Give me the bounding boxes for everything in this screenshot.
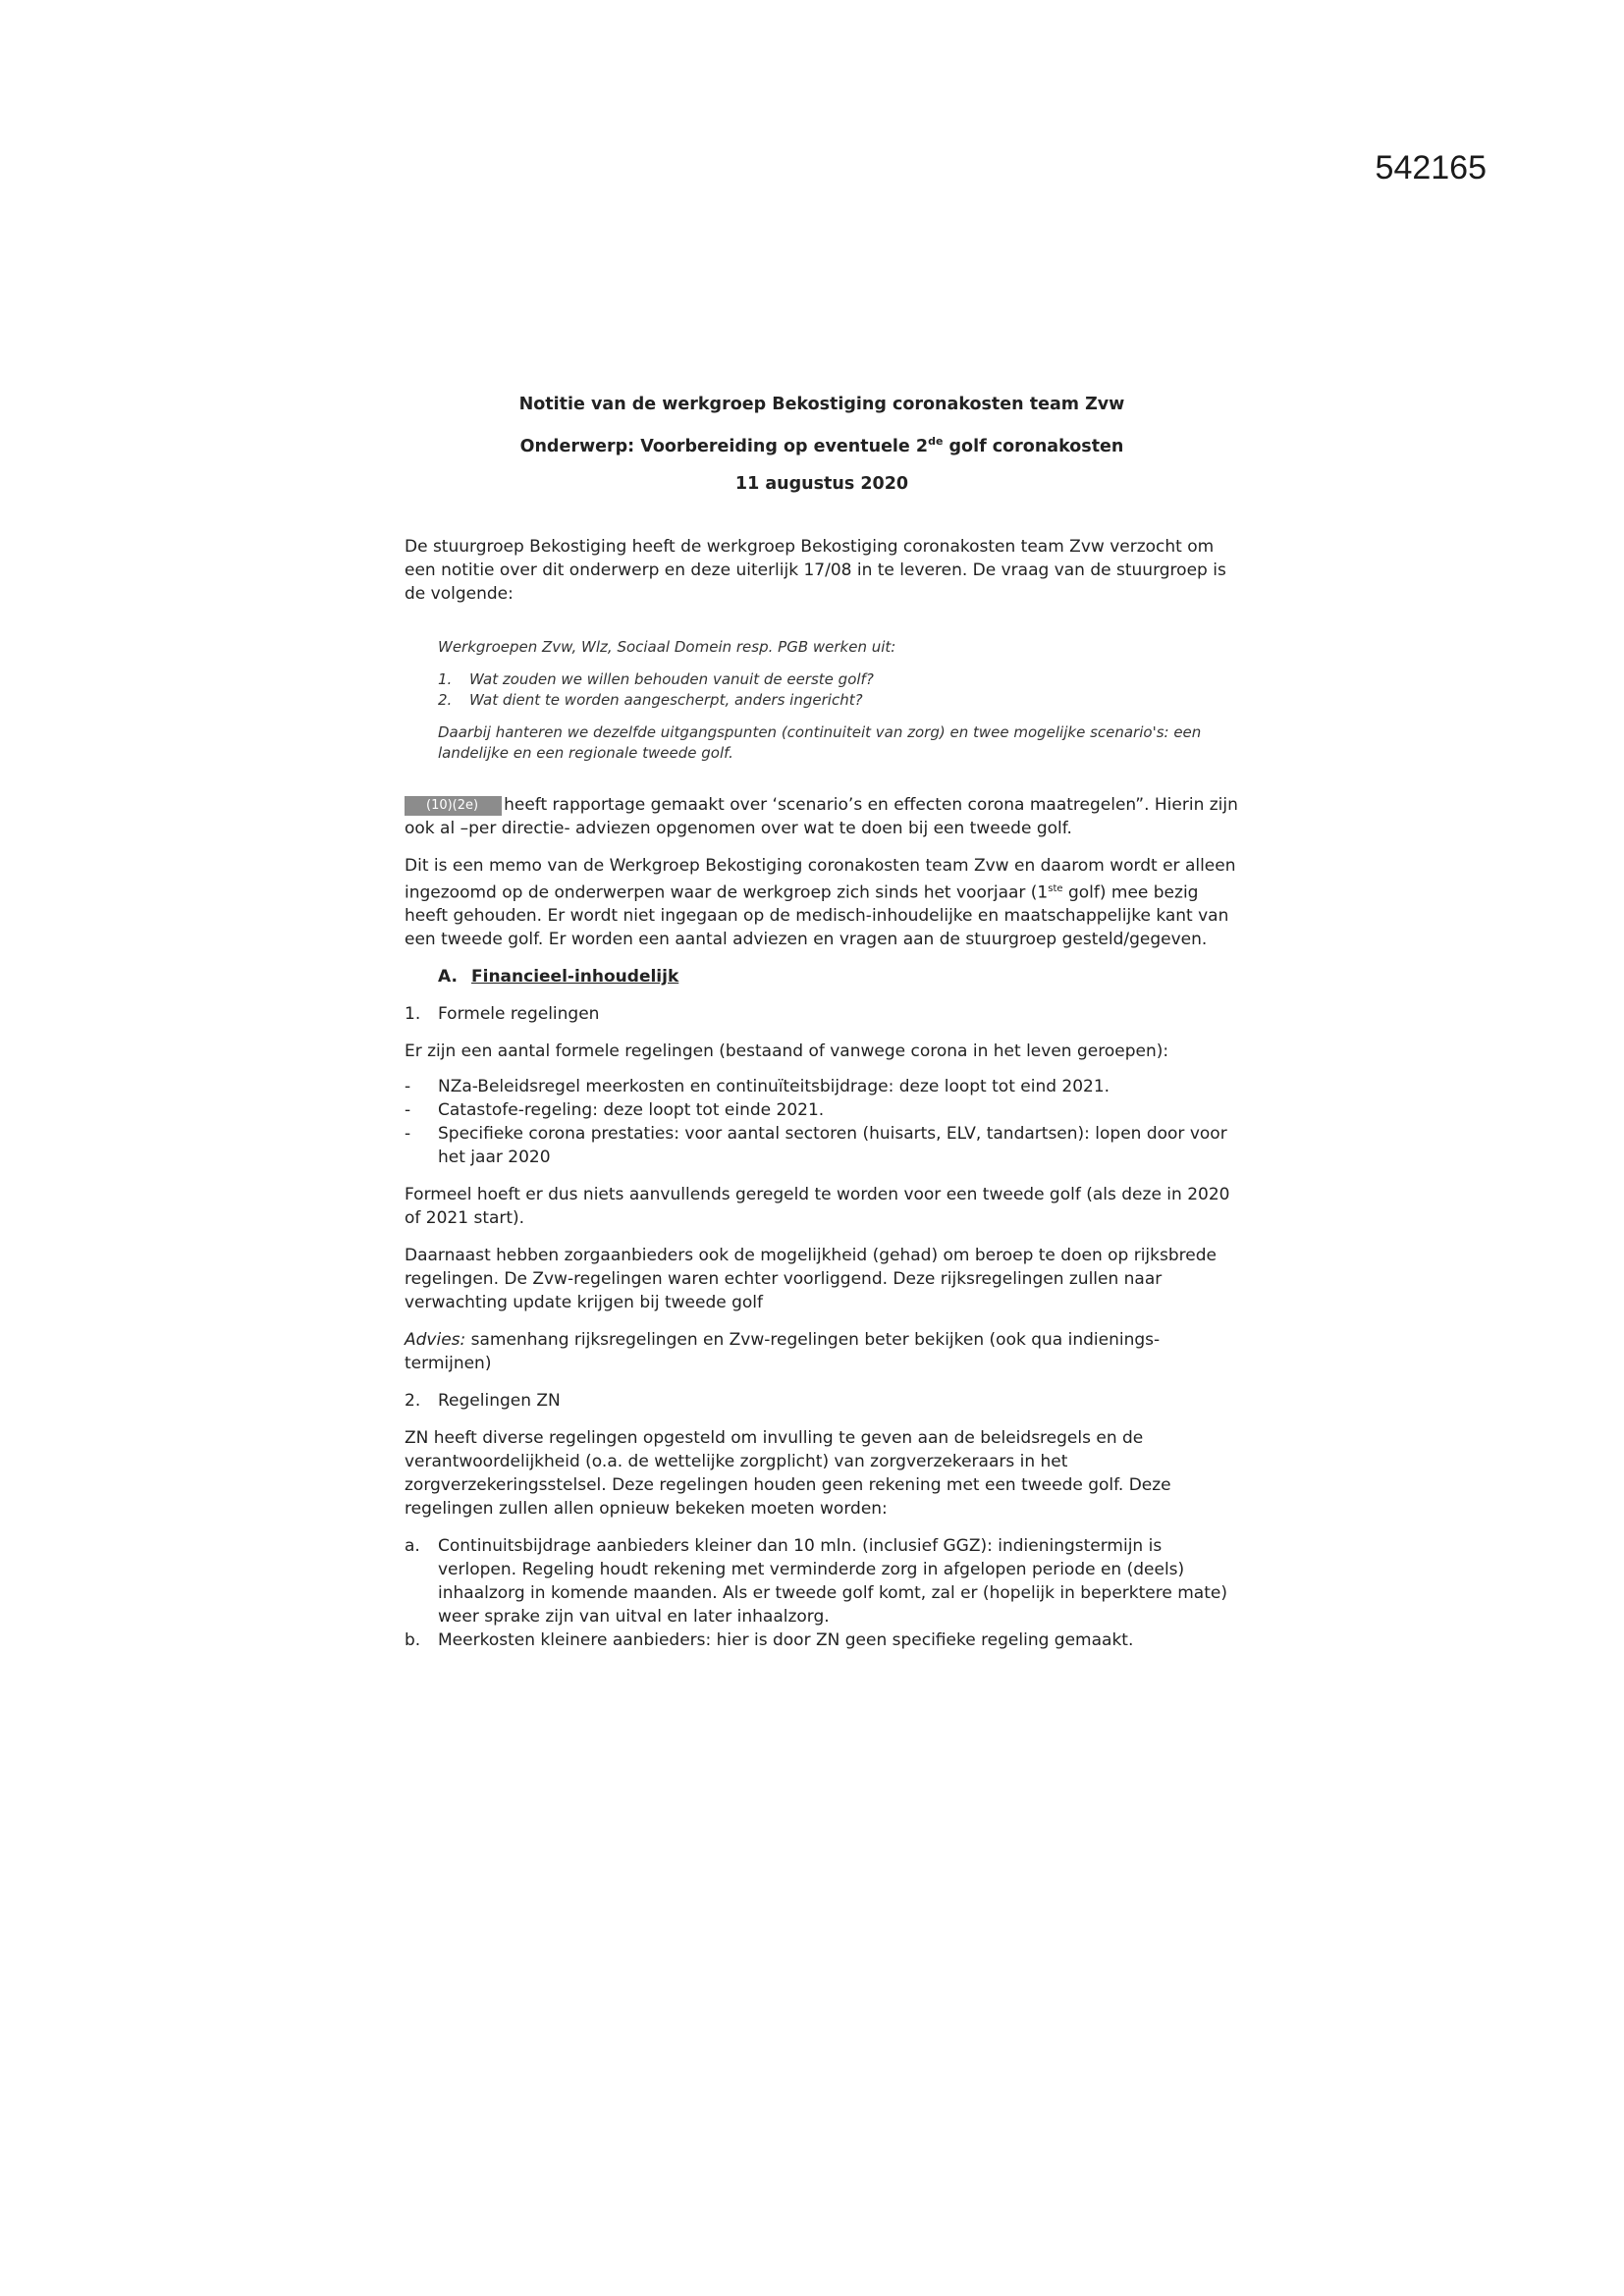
- list-item: a. Continuitsbijdrage aanbieders kleiner dan 10 mln. (inclusief GGZ): indieningstermijn is verlopen. Regeling houdt rekening met verminderde zorg in afgelopen periode en (deels) inhaalzorg in komende maanden. Als er tweede golf komt, zal er (hopelijk in beperktere mate) weer sprake zijn van uitval en later inhaalzorg.: [405, 1536, 1227, 1628]
- formele-regelingen-list: [405, 1075, 1239, 1169]
- memo-paragraph: Dit is een memo van de Werkgroep Bekostiging coronakosten team Zvw en daarom wordt er alleen ingezoomd op de onderwerpen waar de werkgroep zich sinds het voorjaar (1ste golf) mee bezig heeft gehouden. Er wordt niet ingegaan op de medisch-inhoudelijke en maatschappelijke kant van een tweede golf. Er worden een aantal adviezen en vragen aan de stuurgroep gesteld/gegeven.: [405, 855, 1236, 950]
- stuurgroep-question: [438, 637, 1239, 764]
- zn-regelingen-list: [405, 1534, 1239, 1652]
- formele-intro: Er zijn een aantal formele regelingen (bestaand of vanwege corona in het leven geroepen):: [405, 1041, 1169, 1062]
- quote-item: 1. Wat zouden we willen behouden vanuit de eerste golf?: [438, 669, 874, 688]
- memo-date: 11 augustus 2020: [734, 473, 909, 494]
- document-number: 542165: [1375, 149, 1487, 187]
- list-item: - NZa-Beleidsregel meerkosten en continuïteitsbijdrage: deze loopt tot eind 2021.: [405, 1077, 1110, 1097]
- redaction-box: (10)(2e): [405, 796, 502, 816]
- intro-paragraph: De stuurgroep Bekostiging heeft de werkgroep Bekostiging coronakosten team Zvw verzocht om een notitie over dit onderwerp en deze uiterlijk 17/08 in te leveren. De vraag van de stuurgroep is de volgende:: [405, 536, 1226, 604]
- list-item: - Specifieke corona prestaties: voor aantal sectoren (huisarts, ELV, tandartsen): lopen door voor het jaar 2020: [405, 1124, 1227, 1168]
- list-item: b. Meerkosten kleinere aanbieders: hier is door ZN geen specifieke regeling gemaakt.: [405, 1630, 1134, 1651]
- daarnaast-paragraph: Daarnaast hebben zorgaanbieders ook de mogelijkheid (gehad) om beroep te doen op rijksbrede regelingen. De Zvw-regelingen waren echter voorliggend. Deze rijksregelingen zullen naar verwachting update krijgen bij tweede golf: [405, 1246, 1217, 1313]
- zn-intro: ZN heeft diverse regelingen opgesteld om invulling te geven aan de beleidsregels en de verantwoordelijkheid (o.a. de wettelijke zorgplicht) van zorgverzekeraars in het zorgverzekeringsstelsel. Deze regelingen houden geen rekening met een tweede golf. Deze regelingen zullen allen opnieuw bekeken moeten worden:: [405, 1428, 1171, 1520]
- section-a-heading: A. Financieel-inhoudelijk: [438, 967, 679, 988]
- memo-subject: Onderwerp: Voorbereiding op eventuele 2de golf coronakosten: [519, 435, 1124, 456]
- quote-lead: Werkgroepen Zvw, Wlz, Sociaal Domein resp. PGB werken uit:: [438, 637, 896, 656]
- subsection-2-heading: 2. Regelingen ZN: [405, 1391, 561, 1412]
- memo-title: Notitie van de werkgroep Bekostiging coronakosten team Zvw: [518, 395, 1125, 414]
- report-paragraph: (10)(2e) heeft rapportage gemaakt over ‘scenario’s en effecten corona maatregelen”. Hierin zijn ook al –per directie- adviezen opgenomen over wat te doen bij een tweede golf.: [405, 794, 1238, 838]
- list-item: - Catastofe-regeling: deze loopt tot einde 2021.: [405, 1100, 825, 1121]
- subsection-1-heading: 1. Formele regelingen: [405, 1004, 600, 1025]
- formeel-paragraph: Formeel hoeft er dus niets aanvullends geregeld te worden voor een tweede golf (als deze in 2020 of 2021 start).: [405, 1185, 1230, 1229]
- quote-closing: Daarbij hanteren we dezelfde uitgangspunten (continuiteit van zorg) en twee mogelijke scenario's: een landelijke en een regionale tweede golf.: [438, 722, 1202, 762]
- advice-paragraph: Advies: samenhang rijksregelingen en Zvw-regelingen beter bekijken (ook qua indienings-termijnen): [405, 1330, 1161, 1374]
- quote-item: 2. Wat dient te worden aangescherpt, anders ingericht?: [438, 690, 863, 709]
- quote-list: [438, 669, 1239, 711]
- memo-page: [405, 393, 1239, 1666]
